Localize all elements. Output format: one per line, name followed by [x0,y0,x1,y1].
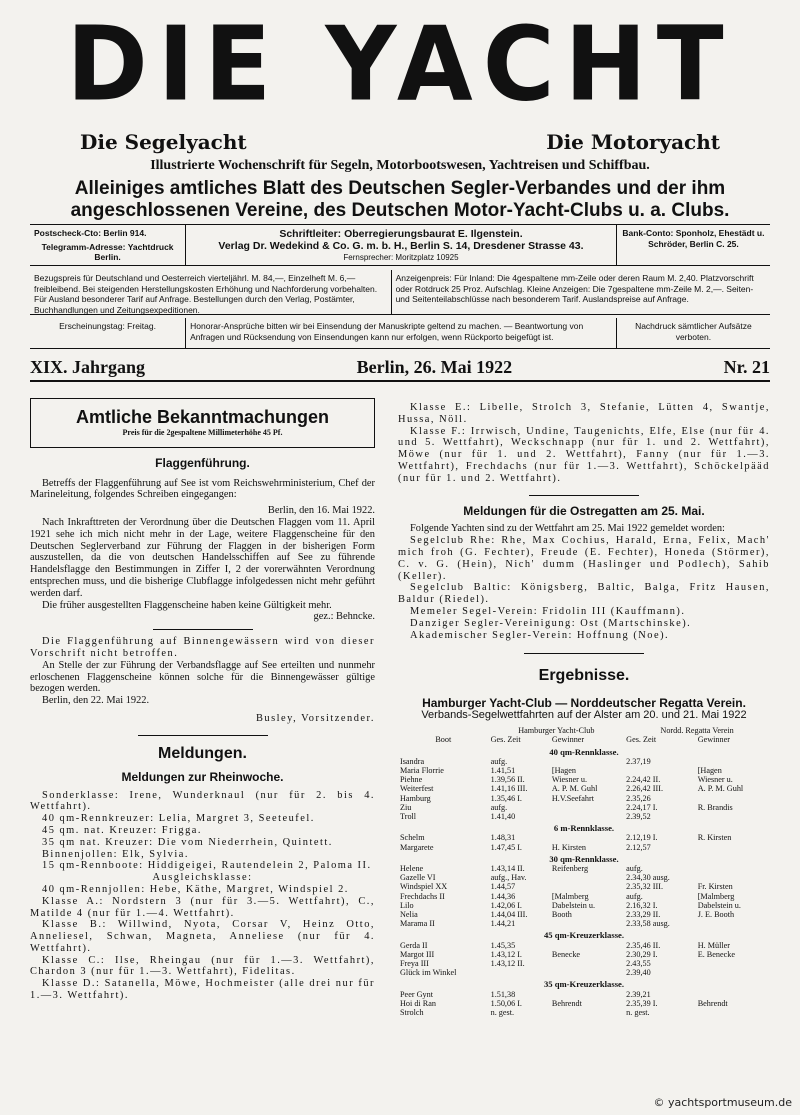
postscheck-box [30,225,185,265]
nrv-winner [696,990,770,999]
boat-name: Helene [400,863,424,873]
nrv-winner: Dabelstein u. [697,900,741,910]
table-row [398,1008,770,1017]
rhein-m11: Klasse C.: Ilse, Rheingau (nur für 1.—3. Wettfahrt), Chardon 3 (nur für 1.—3. Wettfahrt), Fidelitas. [30,954,375,978]
flaggen-p5: An Stelle der zur Führung der Verbandsflagge auf See erteilten und nunmehr erloschenen Flaggenscheine können solche für die Binnengewässer gültige bezogen werden. [30,659,375,695]
hyc-winner: H.V.Seefahrt [551,793,595,803]
hyc-time: 1.43,12 I. [490,949,522,959]
amtliche-box [30,398,375,448]
hyc-heading: Hamburger Yacht-Club — Norddeutscher Regatta Verein. [422,696,746,711]
table-row [398,950,770,959]
table-row [398,833,770,842]
boat-name: Hoi di Ran [400,998,436,1008]
rhein-m1: Sonderklasse: Irene, Wunderknaul (nur für 2. bis 4. Wettfahrt). [30,789,375,813]
verlag-text: Verlag Dr. Wedekind & Co. G. m. b. H., Berlin S. 14, Dresdener Strasse 43. [218,240,584,252]
table-row [398,812,770,821]
table-row [398,864,770,873]
class-heading: 40 qm-Rennklasse. [549,746,619,757]
hyc-winner [550,757,624,766]
nrv-time: n. gest. [626,1008,650,1018]
nrv-time: aufg. [626,891,643,901]
boat-name: Marama II [400,919,435,929]
nrv-time: aufg. [626,863,643,873]
hyc-time: 1.43,14 II. [490,863,525,873]
boat-name: Piehne [400,775,423,785]
fernsprecher-text: Fernsprecher: Moritzplatz 10925 [343,253,459,262]
table-row [398,999,770,1008]
table-row [398,757,770,766]
table-row [398,766,770,775]
rhein-m12: Klasse D.: Satanella, Möwe, Hochmeister (alle drei nur für 1.—3. Wettfahrt). [30,978,375,1002]
rhein-m5: Binnenjollen: Elk, Sylvia. [42,848,189,860]
divider [524,653,644,654]
klasse-f: Klasse F.: Irrwisch, Undine, Taugenichts, Elfe, Else (nur für 4. und 5. Wettfahrt), Weckschnapp (nur für 1. und 2. Wettfahrt), Möwe (nur für 1. und 2. Wettfahrt), Fanny (nur für 1.—3. Wettfahrt), Frechdachs (nur für 1.—3. Wettfahrt), Schöckelpääd (nur für 1. und 2. Wettfahrt). [398,425,770,484]
info-row-1 [30,224,770,266]
hyc-time: 1.41,16 III. [490,784,528,794]
th-gewinner: Gewinner [551,735,585,745]
nrv-time: 2.39,40 [626,968,651,978]
nrv-winner: R. Brandis [697,802,733,812]
class-heading: 30 qm-Rennklasse. [549,853,619,864]
klasse-e: Klasse E.: Libelle, Strolch 3, Stefanie, Lütten 4, Swantje, Hussa, Nöll. [398,402,770,425]
divider [153,629,253,630]
ost-p1: Folgende Yachten sind zu der Wettfahrt am 25. Mai 1922 gemeldet worden: [410,523,725,535]
bank-box [616,225,770,265]
nrv-time: 2.24,42 II. [626,775,661,785]
hyc-time: 1.44,04 III. [490,910,528,919]
hyc-winner: Booth [551,910,572,919]
schriftleiter-text: Schriftleiter: Oberregierungsbaurat E. Ilgenstein. [279,228,523,240]
th-club1: Hamburger Yacht-Club [518,726,595,736]
nrv-winner: Fr. Kirsten [697,882,733,892]
honorar-box: Honorar-Ansprüche bitten wir bei Einsendung der Manuskripte geltend zu machen. — Beantwortung von Anfragen und Rücksendung von Einsendungen kann nur erfolgen, wenn Rückporto beigefügt ist. [185,318,616,348]
hyc-winner [550,833,624,842]
amtliche-title: Amtliche Bekanntmachungen [75,407,330,427]
boat-name: Ziu [400,802,412,812]
hyc-time: 1.41,51 [490,765,516,775]
meldungen-heading: Meldungen. [158,744,247,762]
hyc-winner: A. P. M. Guhl [551,784,598,794]
hyc-time: 1.44,21 [490,919,516,929]
boat-name: Strolch [400,1008,424,1018]
hyc-winner: Reifenberg [551,863,589,873]
rhein-m3: 45 qm. nat. Kreuzer: Frigga. [42,824,203,836]
boat-name: Schelm [400,833,425,843]
hyc-winner: [Hagen [551,765,576,775]
rhein-m9: Klasse A.: Nordstern 3 (nur für 3.—5. Wettfahrt), C., Matilde 4 (nur für 1.—4. Wettfahrt). [30,895,375,919]
hyc-time: aufg. [490,802,508,812]
nrv-time: 2.26,42 III. [626,784,663,794]
hyc-winner: Benecke [551,949,581,959]
nrv-time: 2.39,21 [626,989,651,999]
masthead-title: DIE YACHT [66,5,734,125]
table-row [398,959,770,968]
hyc-time: 1.42,06 I. [490,900,522,910]
table-row [398,990,770,999]
nrv-winner: E. Benecke [697,949,735,959]
nrv-winner [696,968,770,977]
hyc-winner [550,803,624,812]
issue-number: Nr. 21 [723,356,770,377]
class-heading: 35 qm-Kreuzerklasse. [543,979,625,990]
nrv-time: 2.24,17 I. [626,802,658,812]
divider [138,735,268,736]
hyc-winner [550,882,624,891]
hyc-time [489,968,550,977]
hyc-winner: [Malmberg [551,891,589,901]
boat-name: Margot III [400,949,435,959]
rhein-m8: 40 qm-Rennjollen: Hebe, Käthe, Margret, Windspiel 2. [42,883,349,895]
boat-name: Isandra [400,756,425,766]
nrv-winner: H. Müller [697,940,730,950]
divider [529,495,639,496]
flaggen-dateline-2: Berlin, den 22. Mai 1922. [42,695,150,707]
nrv-time: 2.35,32 III. [626,882,663,892]
nrv-winner: Wiesner u. [697,775,733,785]
class-row [398,821,770,833]
rheinwoche-heading: Meldungen zur Rheinwoche. [121,769,284,784]
boat-name: Nelia [400,910,418,919]
hyc-time: 1.35,46 I. [490,793,522,803]
hyc-winner [550,873,624,882]
nrv-time: 2.34,30 ausg. [626,873,670,883]
rhein-m6: 15 qm-Rennboote: Hiddigeigei, Rautendelein 2, Paloma II. [42,860,372,872]
masthead-subtitle: Illustrierte Wochenschrift für Segeln, Motorbootswesen, Yachtreisen und Schiffbau. [150,158,650,173]
masthead-left-sub: Die Segelyacht [80,130,247,154]
flaggen-p3: Die früher ausgestellten Flaggenscheine haben keine Gültigkeit mehr. [42,599,332,611]
nrv-winner [696,843,770,852]
watermark: © yachtsportmuseum.de [653,1096,792,1109]
nrv-time: 2.35,46 II. [626,940,661,950]
nrv-time: 2.35,39 I. [626,998,658,1008]
publisher-box [185,225,616,265]
hyc-winner: Dabelstein u. [551,900,596,910]
info-row-3 [30,318,770,349]
hyc-winner: H. Kirsten [551,842,586,852]
th-gewinner-2: Gewinner [697,735,730,745]
hyc-winner [550,1008,624,1017]
th-club2: Nordd. Regatta Verein [660,726,734,736]
nrv-time: 2.16,32 I. [626,900,658,910]
nrv-time: 2.37,19 [626,756,651,766]
nrv-winner [696,873,770,882]
ost-p4: Memeler Segel-Verein: Fridolin III (Kauffmann). [410,605,686,617]
anzeigenpreis-box: Anzeigenpreis: Für Inland: Die 4gespaltene mm-Zeile oder deren Raum M. 2,40. Platzvorschrift oder Rotdruck 25 Proz. Aufschlag. Kleine Anzeigen: Die 7gespaltene mm-Zeile M. 2,—. Seiten- und Seitenteilabschlüsse nach besonderem Tarif. Auslandspreise auf Anfrage. [391,270,770,314]
nachdruck-box: Nachdruck sämtlicher Aufsätze verboten. [616,318,770,348]
amtliche-sub: Preis für die 2gespaltene Millimeterhöhe 45 Pf. [122,428,283,437]
nrv-winner [696,919,770,928]
boat-name: Peer Gynt [400,989,433,999]
nrv-time: 2.33,29 II. [626,910,661,919]
hyc-time: 1.43,12 II. [490,959,525,969]
boat-name: Weiterfest [400,784,434,794]
table-row [398,803,770,812]
hyc-time: 1.51,38 [490,989,516,999]
issue-line [30,354,770,382]
nrv-winner [696,864,770,873]
hyc-time: n. gest. [490,1008,515,1018]
hyc-winner [550,990,624,999]
th-zeit: Ges. Zeit [490,735,521,745]
hyc-time: aufg. [490,756,508,766]
results-table [398,726,770,1017]
table-row [398,941,770,950]
bank-text: Bank-Conto: Sponholz, Ehestädt u. Schröder, Berlin C. 25. [622,228,765,249]
hyc-time: 1.39,56 II. [490,775,525,785]
hyc-time: aufg., Hav. [490,873,527,883]
table-row [398,794,770,803]
nrv-time: 2.12,57 [626,842,651,852]
official-notice [20,178,780,222]
nrv-winner [696,1008,770,1017]
nrv-time: 2.33,58 ausg. [626,919,670,929]
boat-name: Hamburg [400,793,431,803]
rhein-m10: Klasse B.: Willwind, Nyota, Corsar V, Heinz Otto, Anneliesel, Schwan, Magneta, Anneliese (nur für 4. Wettfahrt). [30,919,375,954]
issue-date: Berlin, 26. Mai 1922 [356,356,513,377]
th-zeit-2: Ges. Zeit [626,735,657,745]
nrv-time: 2.12,19 I. [626,833,658,843]
hyc-time: 1.50,06 I. [490,998,522,1008]
right-column [398,402,770,1017]
nrv-time [624,766,696,775]
nrv-winner [696,757,770,766]
class-row [398,977,770,989]
hyc-time: 1.45,35 [490,940,516,950]
table-row [398,892,770,901]
flaggen-p4: Die Flaggenführung auf Binnengewässern wird von dieser Vorschrift nicht betroffen. [30,636,375,659]
boat-name: Lilo [400,900,414,910]
flaggen-p1: Betreffs der Flaggenführung auf See ist vom Reichswehrministerium, Chef der Marineleitung, folgendes Schreiben eingegangen: [30,477,375,501]
nrv-winner [696,794,770,803]
left-column [30,398,375,1002]
nrv-winner: [Hagen [697,765,722,775]
masthead-right-sub: Die Motoryacht [546,130,720,154]
flaggen-signature-2: Busley, Vorsitzender. [255,712,375,724]
official-line-2: angeschlossenen Vereine, des Deutschen Motor-Yacht-Clubs u. a. Clubs. [70,200,730,221]
hyc-winner [550,959,624,968]
nrv-winner: [Malmberg [697,891,735,901]
table-row [398,843,770,852]
hyc-winner [550,812,624,821]
ost-p5: Danziger Segler-Vereinigung: Ost (Martschinske). [410,617,692,629]
nrv-winner: J. E. Booth [697,910,735,919]
flaggen-dateline: Berlin, den 16. Mai 1922. [267,505,375,517]
boat-name: Windspiel XX [400,882,448,892]
hyc-winner [550,919,624,928]
nrv-winner: R. Kirsten [697,833,732,843]
nrv-time: 2.43,55 [626,959,651,969]
boat-name: Troll [400,811,417,821]
flaggen-signature-1: gez.: Behncke. [313,611,375,623]
th-boot: Boot [435,735,452,745]
telegramm-text: Telegramm-Adresse: Yachtdruck Berlin. [41,241,174,262]
ost-p2: Segelclub Rhe: Rhe, Max Cochius, Harald, Erna, Felix, Mach' mich froh (G. Fechter), Freude (E. Fechter), Honeda (Störmer), C. v. G. (Hein), Nich' dumm (Haslinger und Podlech), Sahib (Keller). [398,535,770,582]
rhein-m7: Ausgleichsklasse: [152,872,253,884]
hyc-time: 1.47,45 I. [490,842,522,852]
rhein-m4: 35 qm nat. Kreuzer: Die vom Niederrhein, Quintett. [42,836,333,848]
results-body [398,745,770,1018]
boat-name: Gazelle VI [400,873,436,883]
nrv-time: 2.35,26 [626,793,651,803]
class-row [398,852,770,864]
table-row [398,873,770,882]
hyc-time: 1.48,31 [490,833,516,843]
hyc-winner [550,941,624,950]
class-heading: 45 qm-Kreuzerklasse. [543,930,625,941]
table-row [398,968,770,977]
table-row [398,919,770,928]
table-row [398,901,770,910]
official-line-1: Alleiniges amtliches Blatt des Deutschen Segler-Verbandes und der ihm [74,178,726,199]
hyc-time: 1.41,40 [490,811,516,821]
hyc-time: 1.44,57 [490,882,516,892]
class-row [398,745,770,757]
bezugspreis-box: Bezugspreis für Deutschland und Oesterreich vierteljährl. M. 84,—, Einzelheft M. 6,— freibleibend. Bei steigenden Herstellungskosten Erhöhung und Nachforderung vorbehalten. Für Ausland besonderer Tarif auf Anfrage. Bestellungen durch den Verlag, Postämter, Buchhandlungen und Zeitungsexpeditionen. [34,273,378,315]
table-row [398,882,770,891]
nrv-winner: Behrendt [697,998,728,1008]
jahrgang: XIX. Jahrgang [30,356,146,377]
boat-name: Glück im Winkel [400,968,457,978]
boat-name: Maria Florrie [400,765,444,775]
hyc-time: 1.44,36 [490,891,516,901]
ost-p6: Akademischer Segler-Verein: Hoffnung (Noe). [410,629,670,641]
nrv-winner [696,959,770,968]
nrv-winner: A. P. M. Guhl [697,784,744,794]
nrv-winner [696,812,770,821]
table-row [398,784,770,793]
erscheinungstag-box: Erscheinungstag: Freitag. [59,321,156,331]
boat-name: Gerda II [400,940,428,950]
hyc-winner: Wiesner u. [551,775,588,785]
boat-name: Freya III [400,959,429,969]
boat-name: Margarete [400,842,434,852]
ergebnisse-heading: Ergebnisse. [538,667,630,685]
nrv-time: 2.30,29 I. [626,949,658,959]
flaggen-heading: Flaggenführung. [155,455,250,470]
class-heading: 6 m-Rennklasse. [553,823,615,834]
ost-p3: Segelclub Baltic: Königsberg, Baltic, Balga, Fritz Hausen, Baldur (Riedel). [398,582,770,606]
nrv-time: 2.39,52 [626,811,651,821]
table-row [398,910,770,919]
hyc-winner: Behrendt [551,998,582,1008]
boat-name: Frechdachs II [400,891,445,901]
ostregatten-heading: Meldungen für die Ostregatten am 25. Mai. [463,503,705,518]
table-row [398,775,770,784]
flaggen-p2: Nach Inkrafttreten der Verordnung über die Deutschen Flaggen vom 11. April 1921 sehe ich mich nicht mehr in der Lage, weitere Flaggenscheine für den Deutschen Seglerverband zur Führung der Flaggen in der bisherigen Form auszustellen, da die von deutschen Handelsschiffen auf See zu führende Handelsflagge den Bestimmungen in Ziffer I, 2 der vorerwähnten Verordnung entsprechen muss, und die bisherige Clubflagge infolgedessen nicht mehr geführt werden darf. [30,516,375,599]
postscheck-text: Postscheck-Cto: Berlin 914. [34,228,147,238]
hyc-subheading: Verbands-Segelwettfahrten auf der Alster am 20. und 21. Mai 1922 [421,709,747,722]
info-row-2 [30,270,770,315]
class-row [398,928,770,940]
rhein-m2: 40 qm-Rennkreuzer: Lelia, Margret 3, Seeteufel. [42,813,315,825]
hyc-winner [550,968,624,977]
